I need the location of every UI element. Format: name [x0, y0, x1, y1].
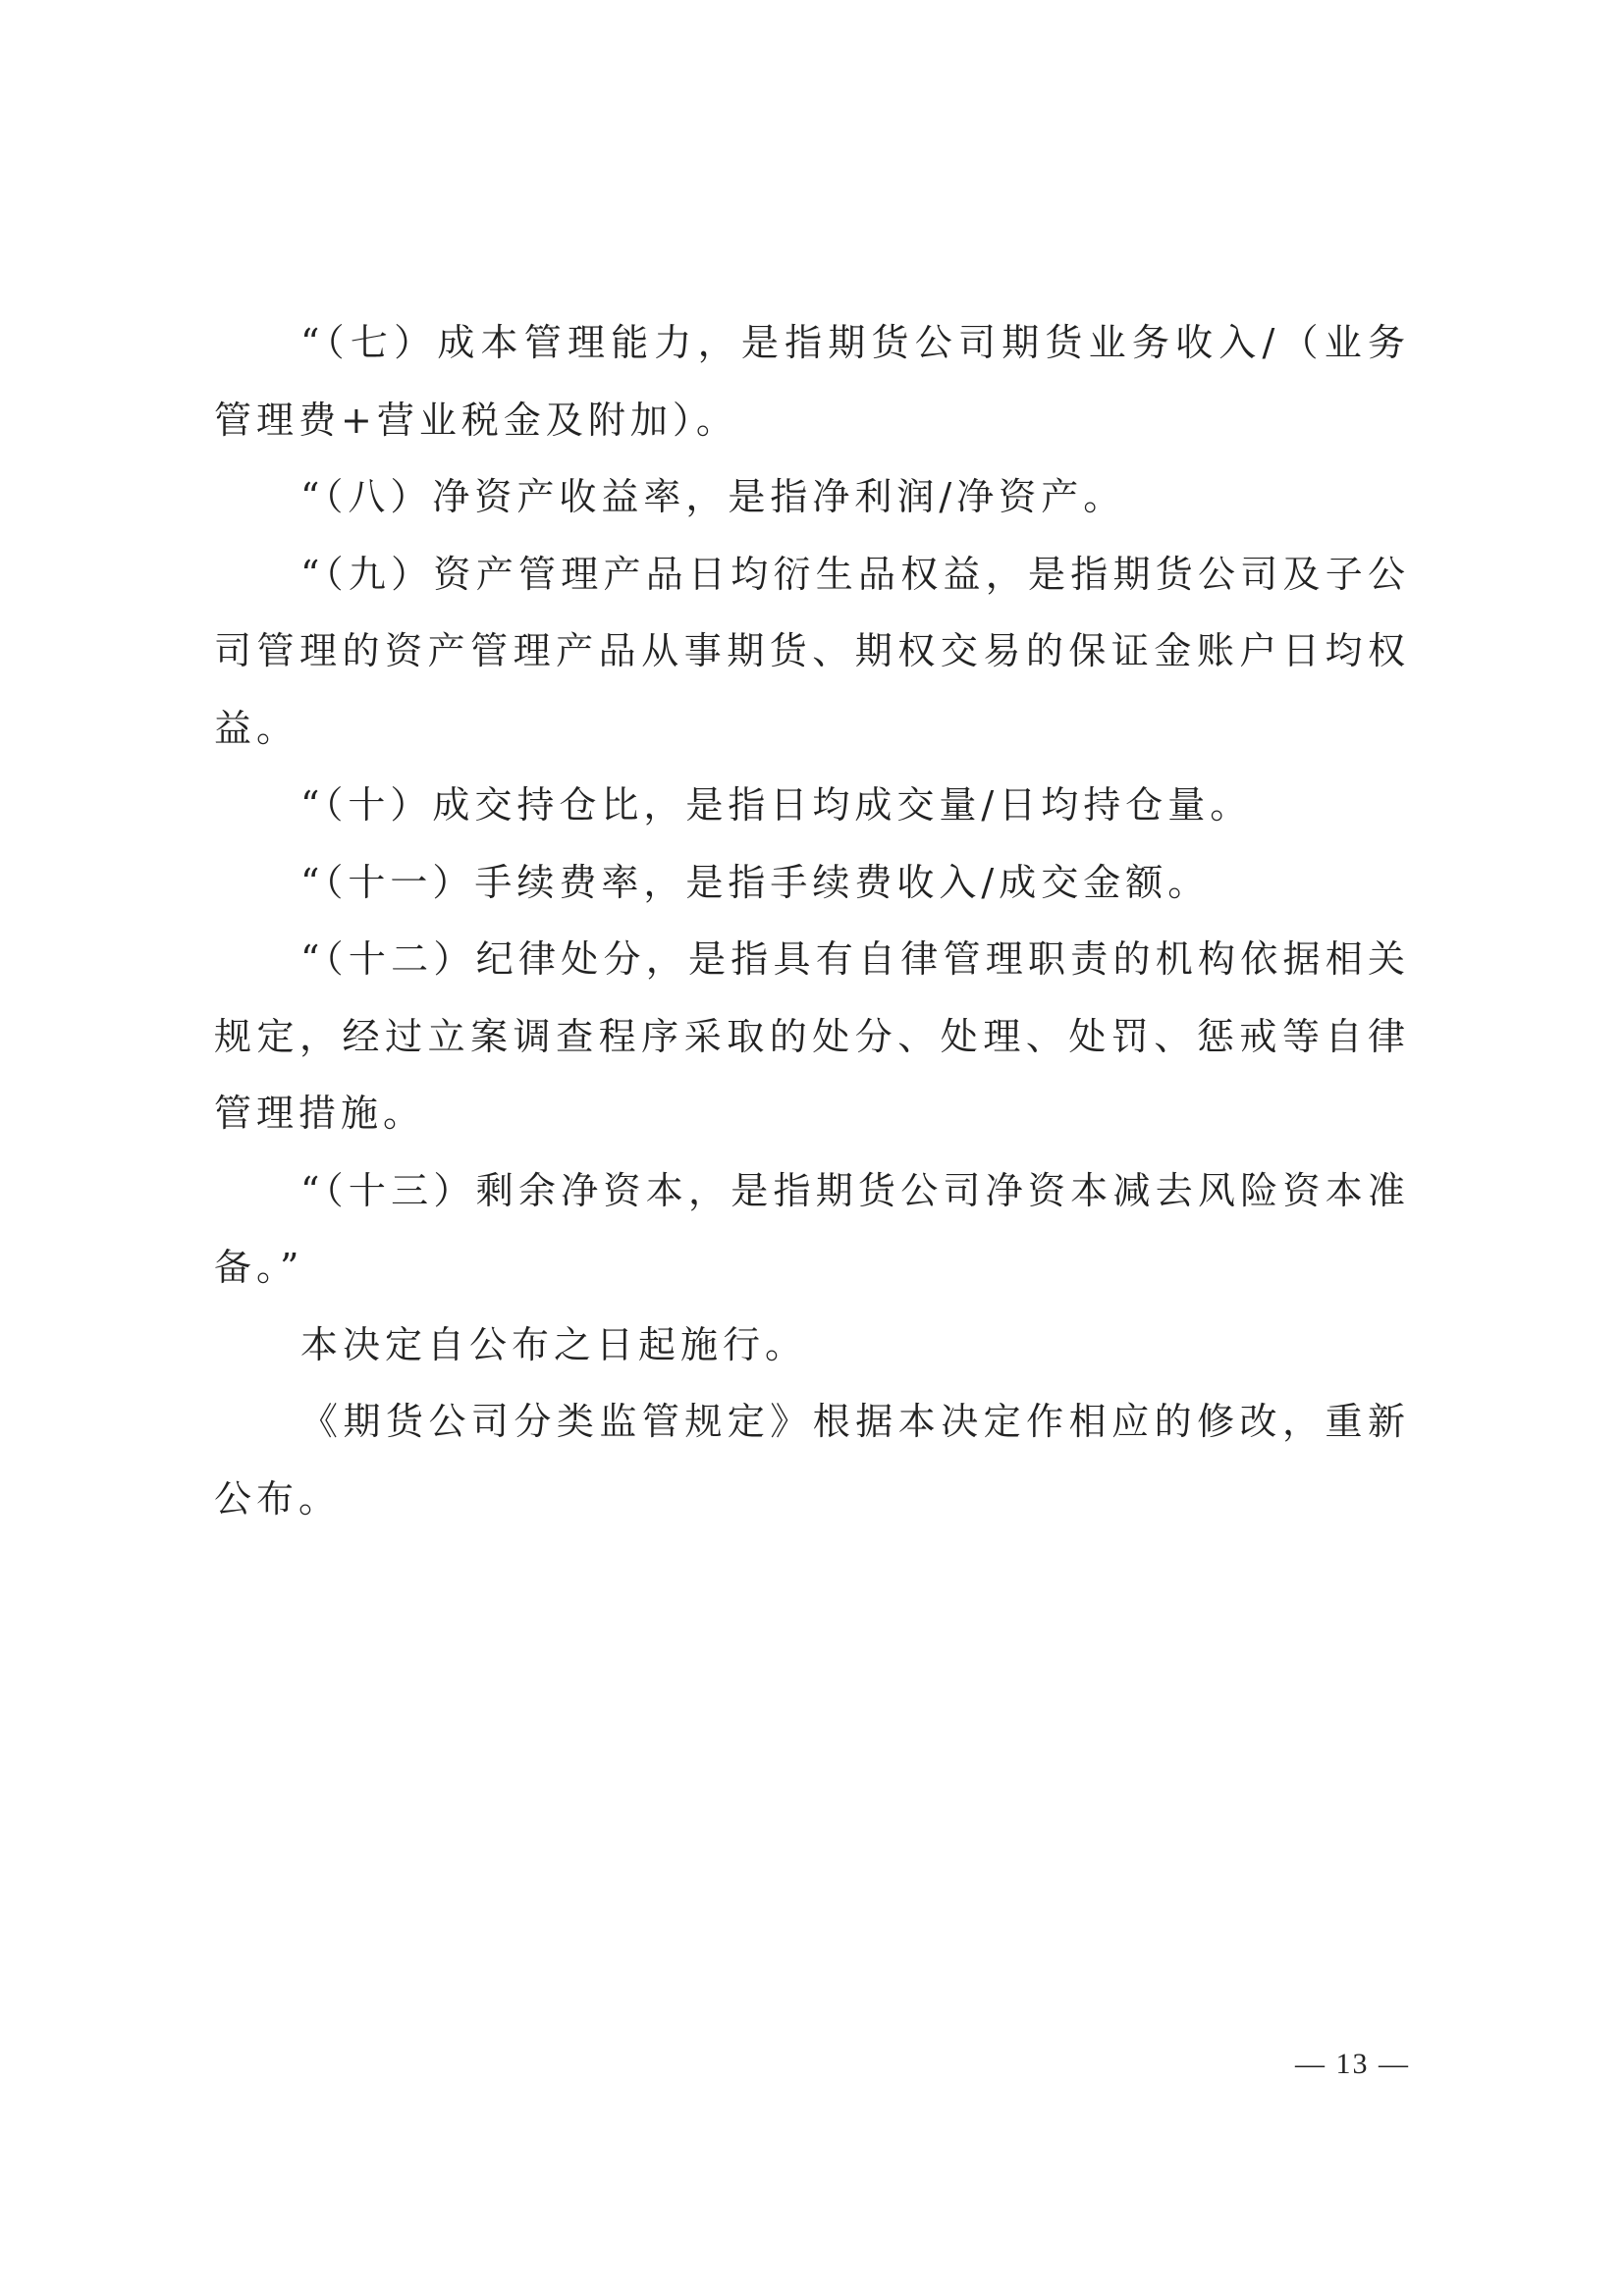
paragraph-roe: “（八）净资产收益率，是指净利润/净资产。	[300, 475, 1126, 518]
paragraph-republication: 《期货公司分类监管规定》根据本决定作相应的修改，重新公布。	[214, 1400, 1410, 1521]
document-body	[214, 304, 1410, 1537]
paragraph-disciplinary-action: “（十二）纪律处分，是指具有自律管理职责的机构依据相关规定，经过立案调查程序采取的处分、处理、处罚、惩戒等自律管理措施。	[214, 937, 1410, 1135]
page-number: — 13 —	[1295, 2048, 1410, 2080]
paragraph-remaining-net-capital: “（十三）剩余净资本，是指期货公司净资本减去风险资本准备。”	[214, 1168, 1410, 1289]
paragraph-asset-management-equity: “（九）资产管理产品日均衍生品权益，是指期货公司及子公司管理的资产管理产品从事期货、期权交易的保证金账户日均权益。	[214, 552, 1410, 750]
paragraph-cost-management: “（七）成本管理能力，是指期货公司期货业务收入/（业务管理费+营业税金及附加）。	[214, 321, 1410, 442]
paragraph-volume-position-ratio: “（十）成交持仓比，是指日均成交量/日均持仓量。	[300, 783, 1253, 827]
paragraph-fee-rate: “（十一）手续费率，是指手续费收入/成交金额。	[300, 860, 1211, 904]
paragraph-effective-date: 本决定自公布之日起施行。	[300, 1322, 808, 1366]
